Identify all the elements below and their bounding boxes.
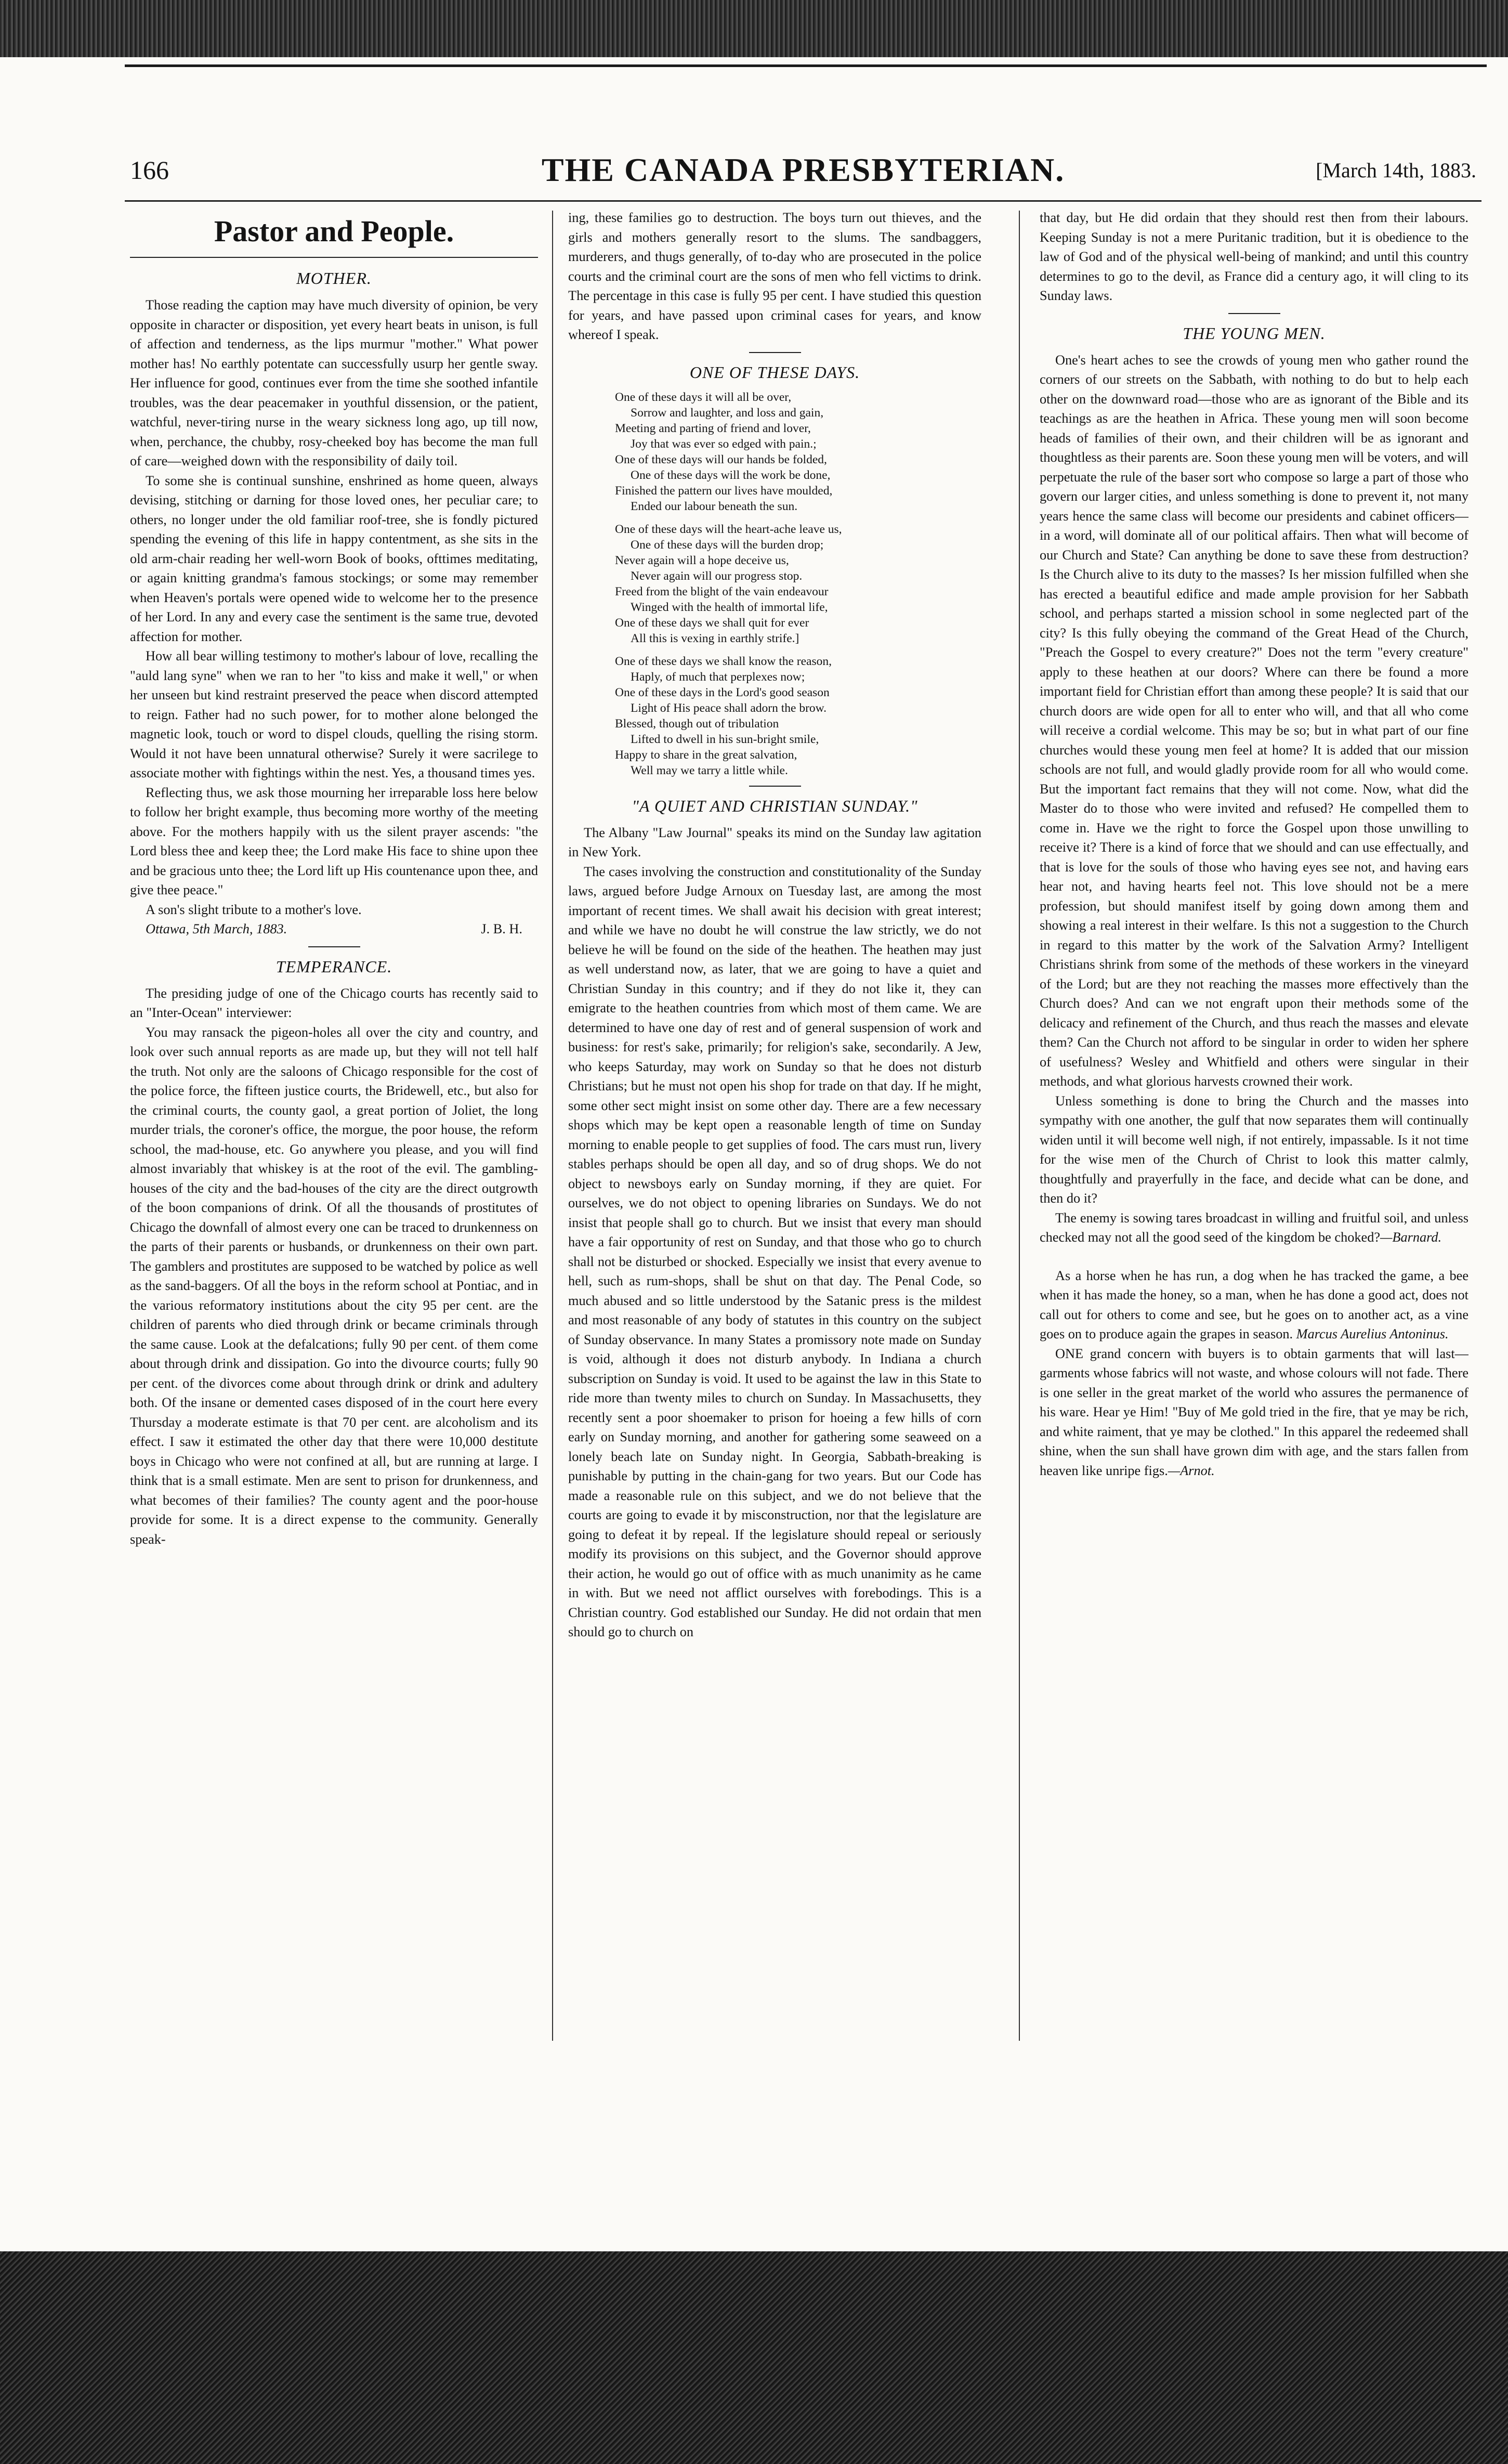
masthead-title: THE CANADA PRESBYTERIAN. — [541, 151, 1065, 188]
paragraph: You may ransack the pigeon-holes all over the city and country, and look over such annual reports as are made up, but they will not tell half the truth. Not only are the saloons of Chicago responsible for the cost of the police force, the fifteen justice courts, the Bridewell, etc., but also for the criminal courts, the county gaol, a great portion of Joliet, the long murder trials, the coroner's office, the morgue, the poor house, the reform school, the mad-house, etc. Go anywhere you please, and you will find almost invariably that whiskey is at the root of the evil. The gambling-houses of the city and the bad-houses of the city are the direct outgrowth of the boon companions of drink. Of all the thousands of prostitutes of Chicago the downfall of almost every one can be traced to drunkenness on the parts of their parents or husbands, or drunkenness on their own part. The gamblers and prostitutes are supposed to be watched by police as well as the sand-baggers. Of all the boys in the reform school at Pontiac, and in the various reformatory institutions about the city 95 per cent. are the children of parents who died through drink or became criminals through the same cause. Look at the defalcations; fully 90 per cent. of them come about through drink and dissipation. Go into the divource courts; fully 90 per cent. of the divorces come about through drink or drink and adultery both. Of the insane or demented cases disposed of in the court here every Thursday a moderate estimate is that 70 per cent. are alcoholism and its effect. I saw it estimated the other day that there were 10,000 destitute boys in Chicago who were not confined at all, but are running at large. I think that is a small estimate. Men are sent to prison for drunkenness, and what becomes of their families? The county agent and the poor-house provide for some. It is a direct expense to the community. Generally speak- — [130, 1024, 538, 1547]
poem-line: Haply, of much that perplexes now; — [631, 670, 805, 684]
paragraph: Those reading the caption may have much diversity of opinion, be very opposite in character or disposition, yet every heart beats in unison, is full of affection and tenderness, as the lips murmur "mother." What power mother has! No earthly potentate can successfully usurp her gentle sway. Her influence for good, continues ever from the time she soothed infantile troubles, was the dear peacemaker in youthful dissension, or the patient, watchful, never-tiring nurse in the weary sickness long ago, up till now, when, perchance, the chubby, rosy-cheeked boy has become the man full of care—weighed down with the responsibility of daily toil. — [130, 297, 538, 468]
poem-line: One of these days in the Lord's good season — [615, 685, 830, 699]
poem-line: Ended our labour beneath the sun. — [631, 499, 798, 513]
paragraph: The Albany "Law Journal" speaks its mind on the Sunday law agitation in New York. — [568, 825, 981, 859]
signature-line — [130, 919, 538, 939]
paragraph-text: ONE grand concern with buyers is to obtain garments that will last—garments whose fabrics will not waste, and whose colours will not fade. There is one seller in the great market of the world who assures the permanence of his ware. Hear ye Him! "Buy of Me gold tried in the fire, that ye may be rich, and white raiment, that ye may be clothed." In this apparel the redeemed shall shine, when the sun shall have grown dim with age, and the stars fallen from heaven like unripe figs. — [1040, 1346, 1468, 1478]
poem-line: Finished the pattern our lives have moulded, — [615, 484, 833, 498]
column-3 — [1040, 208, 1468, 2240]
paragraph: To some she is continual sunshine, enshrined as home queen, always devising, stitching or darning for those loved ones, her peculiar care; to others, no longer under the old familiar roof-tree, she is fondly pictured spending the evening of this life in happy contentment, as she sits in the old arm-chair reading her well-worn Book of books, ofttimes meditating, or again knitting grandma's famous stockings; or some may remember when Heaven's portals were opened wide to welcome her to the presence of her Lord. In any and every case the sentiment is the same true, devoted affection for mother. — [130, 473, 538, 644]
author-initials: J. B. H. — [481, 921, 522, 936]
attribution: Marcus Aurelius Antoninus. — [1296, 1326, 1449, 1341]
paragraph-text: As a horse when he has run, a dog when he has tracked the game, a bee when it has made the honey, so a man, when he has done a good act, does not call out for others to come and see, but he goes on to another act, as a vine goes on to produce again the grapes in season. — [1040, 1268, 1468, 1341]
poem-line: Meeting and parting of friend and lover, — [615, 421, 811, 435]
poem-line: One of these days will the burden drop; — [631, 538, 824, 552]
paragraph: A son's slight tribute to a mother's love. — [146, 902, 362, 917]
paragraph: ing, these families go to destruction. The boys turn out thieves, and the girls and mothers generally resort to the slums. The sandbaggers, murderers, and thugs generally, of to-day who are prosecuted in the police courts and the criminal court are the sons of men who fell victims to drink. The percentage in this case is fully 95 per cent. I have studied this question for years, and have passed upon criminal cases for years, and know whereof I speak. — [568, 210, 981, 342]
scan-bottom-border — [0, 2251, 1508, 2464]
paragraph: One's heart aches to see the crowds of young men who gather round the corners of our streets on the Sabbath, with nothing to do but to help each other on the downward road—those who are as ignorant of the Bible and its teachings as are the heathen in Africa. These young men will soon become heads of families of their own, and their children will be as ignorant and thoughtless as their parents are. Soon these young men will be voters, and will perpetuate the rule of the baser sort who compose so large a part of those who govern our larger cities, and unless something is done to prevent it, not many years hence the same class will become our presidents and cabinet officers—in a word, will dominate all of our political affairs. Then what will become of our Church and State? Can anything be done to save these from destruction? Is the Church alive to its duty to the masses? Is her mission fulfilled when she has erected a beautiful edifice and made ample provision for her Sabbath school, and perhaps started a mission school in some neglected part of the city? Is this fully obeying the command of the Great Head of the Church, "Preach the Gospel to every creature?" Does not the term "every creature" apply to these heathen at our doors? Where can there be found a more important field for Christian effort than among these people? It is said that our church doors are wide open for all to enter who will, and that all who come will receive a cordial welcome. This may be so; but in what part of our fine churches would these young men feel at home? It is added that our mission schools are not full, and would gladly provide room for all who would come. But the important fact remains that they will not come. Now, what did the Master do to those who were invited and refused? He compelled them to come in. Have we the right to force the Gospel upon those unwilling to receive it? There is a kind of force that we should and can use effectually, and that is love for the souls of those who having eyes see not, and having ears hear not, and having hearts feel not. This love should not be a mere profession, but should manifest itself by going down among them and showing a real interest in their welfare. Is this not a suggestion to the Church in regard to this matter by the work of the Salvation Army? Intelligent Christians shrink from some of the methods of these workers in the vineyard of the Lord; but are they not reaching the masses more effectively than the Church does? And can we not engraft upon their methods some of the delicacy and refinement of the Church, and thus reach the masses and elevate them? Can the Church not afford to be singular in order to widen her sphere of usefulness? Wesley and Whitfield and others were singular in their methods, and what glorious harvests crowned their work. — [1040, 352, 1468, 1089]
paragraph — [1040, 1344, 1468, 1481]
paragraph — [1040, 1266, 1468, 1344]
section-title: Pastor and People. — [214, 214, 454, 248]
paragraph: Unless something is done to bring the Church and the masses into sympathy with one another, the gulf that now separates them will continually widen until it will become well nigh, if not entirely, impassable. Is it not time for the wise men of the Church of Christ to look this matter calmly, thoughtfully and prayerfully in the face, and decide what can be done, and then do it? — [1040, 1093, 1468, 1206]
attribution: —Arnot. — [1168, 1463, 1215, 1478]
poem-line: Winged with the health of immortal life, — [631, 600, 828, 614]
poem-line: Light of His peace shall adorn the brow. — [631, 701, 827, 715]
column-1 — [130, 208, 538, 2240]
poem-line: One of these days will the work be done, — [631, 468, 831, 482]
poem-line: Never again will our progress stop. — [631, 569, 803, 583]
column-divider — [1019, 211, 1020, 2041]
poem-stanza — [568, 389, 981, 514]
poem-line: Well may we tarry a little while. — [631, 763, 788, 777]
poem-line: Lifted to dwell in his sun-bright smile, — [631, 732, 819, 746]
page-header — [125, 146, 1481, 198]
paragraph — [1040, 1208, 1468, 1247]
poem-line: One of these days will the heart-ache leave us, — [615, 522, 842, 536]
article-title: TEMPERANCE. — [276, 957, 392, 976]
poem-line: Joy that was ever so edged with pain.; — [631, 437, 817, 451]
scan-top-border — [0, 0, 1508, 57]
paragraph: Reflecting thus, we ask those mourning her irreparable loss here below to follow her bright example, thus becoming more worthy of the meeting above. For the mothers happily with us the silent prayer ascends: "the Lord bless thee and keep thee; the Lord make His face to shine upon thee and be gracious unto thee; the Lord lift up His countenance upon thee, and give thee peace." — [130, 785, 538, 897]
poem-line: Happy to share in the great salvation, — [615, 748, 797, 762]
column-divider — [552, 211, 553, 2041]
paragraph-text: The enemy is sowing tares broadcast in willing and fruitful soil, and unless checked may not all the good seed of the kingdom be choked? — [1040, 1210, 1468, 1245]
poem-line: Freed from the blight of the vain endeavour — [615, 584, 829, 598]
column-2 — [568, 208, 981, 2240]
divider — [749, 786, 801, 787]
issue-date: [March 14th, 1883. — [1316, 159, 1476, 182]
poem-title: ONE OF THESE DAYS. — [689, 362, 860, 382]
poem-line: Sorrow and laughter, and loss and gain, — [631, 406, 824, 420]
paragraph: The cases involving the construction and constitutionality of the Sunday laws, argued before Judge Arnoux on Tuesday last, are among the most important of recent times. We shall await his decision with great interest; and while we have no doubt he will construe the law strictly, we do not believe he will be found on the side of the heathen. The heathen may just as well understand now, as later, that we are going to have a quiet and Christian Sunday in this country; and if they do not like it, they can emigrate to the heathen countries from which most of them came. We are determined to have one day of rest and of general suspension of work and business: for rest's sake, primarily; for religion's sake, secondarily. A Jew, who keeps Saturday, may work on Sunday so that he does not disturb Christians; but he must not open his shop for trade on that day. If he might, some other sect might insist on some other day. There are a few necessary shops which may be kept open a reasonable length of time on Sunday morning to enable people to get supplies of food. The cars must run, livery stables perhaps should be open all day, and so of drug shops. We do not object to newsboys early on Sunday morning, if they are quiet. For ourselves, we do not object to opening libraries on Sundays. We do not insist that people shall go to church. But we insist that every man should have a fair opportunity of rest on Sunday, and that those who go to church shall not be disturbed or shocked. Especially we insist that every avenue to hell, such as rum-shops, shall be shut on that day. The Penal Code, so much abused and so little understood by the Satanic press is the mildest and most reasonable of any body of statutes in this country on the subject of Sunday observance. In many States a promissory note made on Sunday is void, although it does not disturb anybody. In Indiana a church subscription on Sunday is void. It used to be against the law in this State to ride more than twenty miles to church on Sunday. In Massachusetts, they recently sent a poor shoemaker to prison for hoeing a few hills of corn early on Sunday morning, and another for gathering some seaweed on a lonely beach late on Sunday night. In Georgia, Sabbath-breaking is punishable by putting in the chain-gang for two years. But our Code has made a reasonable rule on this subject, and we do not believe that the courts are going to evade it by misconstruction, nor that the legislature are going to defeat it by repeal. If the legislature should repeal or seriously modify its provisions on this subject, and the Governor should approve their action, he would go out of office with as much unanimity as he came in with. But we need not afflict ourselves with forebodings. This is a Christian country. God established our Sunday. He did not ordain that men should go to church on — [568, 864, 981, 1639]
poem-line: One of these days will our hands be folded, — [615, 452, 827, 466]
poem-stanza — [568, 522, 981, 646]
article-title: THE YOUNG MEN. — [1183, 323, 1326, 343]
poem-line: One of these days it will all be over, — [615, 390, 792, 404]
top-rule — [125, 64, 1487, 67]
article-title: "A QUIET AND CHRISTIAN SUNDAY." — [632, 796, 918, 815]
poem-line: One of these days we shall quit for ever — [615, 616, 809, 630]
poem-line: One of these days we shall know the reason, — [615, 654, 832, 668]
divider — [749, 352, 801, 353]
divider — [308, 946, 360, 947]
header-rule — [125, 200, 1481, 202]
article-title: MOTHER. — [296, 269, 372, 288]
poem-line: Never again will a hope deceive us, — [615, 553, 789, 567]
attribution: —Barnard. — [1380, 1230, 1442, 1245]
spacer — [1040, 1247, 1468, 1266]
paragraph: The presiding judge of one of the Chicago courts has recently said to an "Inter-Ocean" interviewer: — [130, 985, 538, 1020]
paragraph: How all bear willing testimony to mother's labour of love, recalling the "auld lang syne" when we ran to her "to kiss and make it well," or when her unseen but kind restraint preserved the peace when discord attempted to reign. Father had no such power, for to mother alone belonged the magnetic look, touch or word to dispel clouds, quelling the rising storm. Would it not have been unnatural otherwise? Surely it were sacrilege to associate mother with fightings within the nest. Yes, a thousand times yes. — [130, 648, 538, 780]
poem-line: Blessed, though out of tribulation — [615, 716, 779, 731]
dateline: Ottawa, 5th March, 1883. — [146, 921, 287, 936]
poem-line: All this is vexing in earthly strife.] — [631, 631, 799, 645]
section-rule — [130, 257, 538, 258]
page-number: 166 — [130, 155, 169, 185]
divider — [1228, 313, 1280, 314]
paragraph: that day, but He did ordain that they should rest then from their labours. Keeping Sunday is not a mere Puritanic tradition, but it is obedience to the law of God and of the physical well-being of mankind; and until this country determines to go to the devil, as France did a century ago, it will cling to its Sunday laws. — [1040, 210, 1468, 303]
poem-stanza — [568, 654, 981, 778]
